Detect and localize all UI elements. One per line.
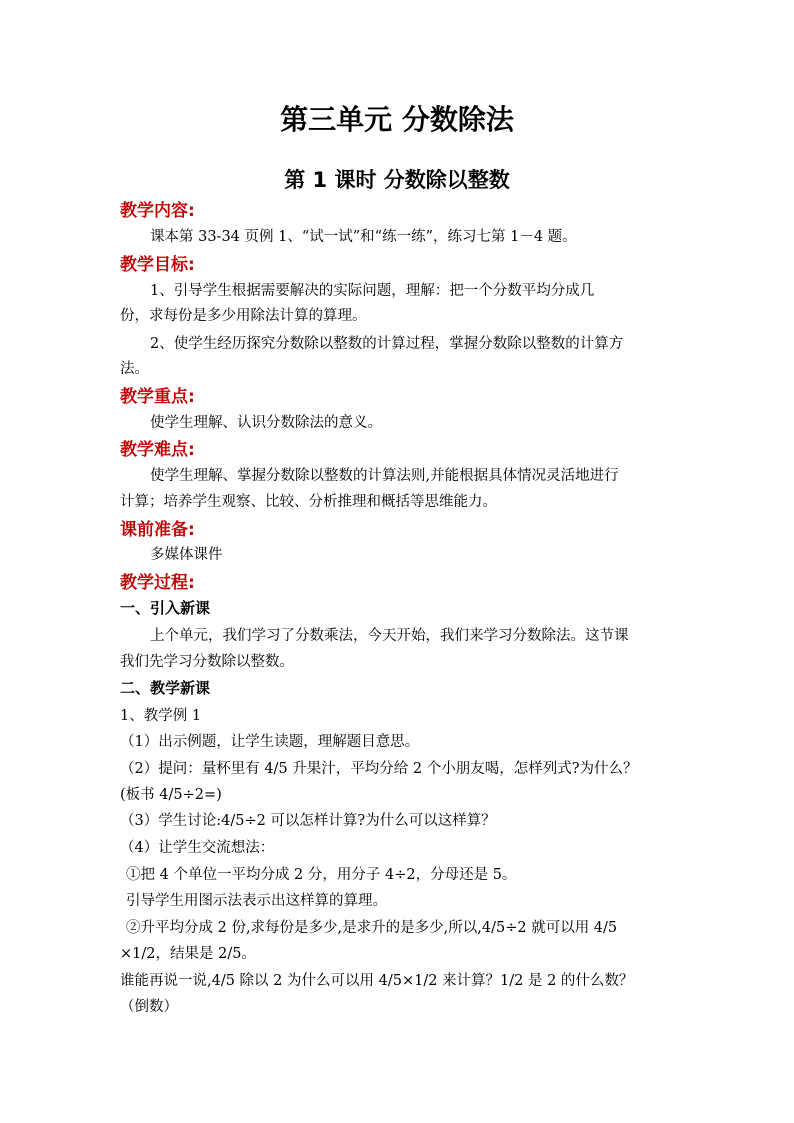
process-line: (板书 4/5÷2=): [120, 787, 222, 803]
process-line: ×1/2，结果是 2/5。: [120, 946, 256, 962]
teaching-content-text: 课本第 33-34 页例 1、“试一试”和“练一练”，练习七第 1－4 题。: [150, 229, 577, 245]
part1-line: 我们先学习分数除以整数。: [120, 654, 294, 670]
part1-title: 一、引入新课: [120, 599, 211, 617]
key-points-text: 使学生理解、认识分数除法的意义。: [150, 415, 382, 431]
process-line: ①把 4 个单位一平均分成 2 分，用分子 4÷2，分母还是 5。: [126, 867, 517, 883]
process-line: （倒数）: [120, 999, 178, 1015]
process-line: （3）学生讨论:4/5÷2 可以怎样计算?为什么可以这样算？: [120, 813, 496, 829]
process-line: （1）出示例题，让学生读题，理解题目意思。: [120, 734, 420, 750]
process-line: 谁能再说一说,4/5 除以 2 为什么可以用 4/5×1/2 来计算？1/2 是 2 的什么数？: [120, 973, 634, 989]
difficulties-line: 使学生理解、掌握分数除以整数的计算法则,并能根据具体情况灵活地进行: [150, 468, 619, 484]
heading-preparation: 课前准备:: [120, 520, 195, 540]
heading-teaching-content: 教学内容:: [120, 201, 195, 221]
process-line: ②升平均分成 2 份,求每份是多少,是求升的是多少,所以,4/5÷2 就可以用 4/5: [126, 920, 618, 936]
goals-line: 份，求每份是多少用除法计算的算理。: [120, 308, 367, 324]
part1-line: 上个单元，我们学习了分数乘法，今天开始，我们来学习分数除法。这节课: [150, 628, 629, 644]
heading-key-points: 教学重点:: [120, 387, 195, 407]
heading-difficulties: 教学难点:: [120, 440, 195, 460]
heading-teaching-process: 教学过程:: [120, 573, 195, 593]
goals-line: 2、使学生经历探究分数除以整数的计算过程，掌握分数除以整数的计算方: [150, 336, 624, 352]
difficulties-line: 计算；培养学生观察、比较、分析推理和概括等思维能力。: [120, 494, 497, 510]
process-line: （2）提问：量杯里有 4/5 升果汁，平均分给 2 个小朋友喝，怎样列式?为什么？: [120, 761, 638, 777]
goals-line: 法。: [120, 361, 149, 377]
part2-title: 二、教学新课: [120, 679, 211, 697]
process-line: 1、教学例 1: [120, 708, 202, 724]
preparation-text: 多媒体课件: [150, 547, 223, 563]
unit-title: 第三单元 分数除法: [280, 103, 514, 136]
process-line: （4）让学生交流想法：: [120, 840, 275, 856]
goals-line: 1、引导学生根据需要解决的实际问题，理解：把一个分数平均分成几: [150, 283, 595, 299]
process-line: 引导学生用图示法表示出这样算的算理。: [126, 893, 387, 909]
heading-teaching-goals: 教学目标:: [120, 255, 195, 275]
lesson-title: 第 1 课时 分数除以整数: [284, 168, 510, 192]
